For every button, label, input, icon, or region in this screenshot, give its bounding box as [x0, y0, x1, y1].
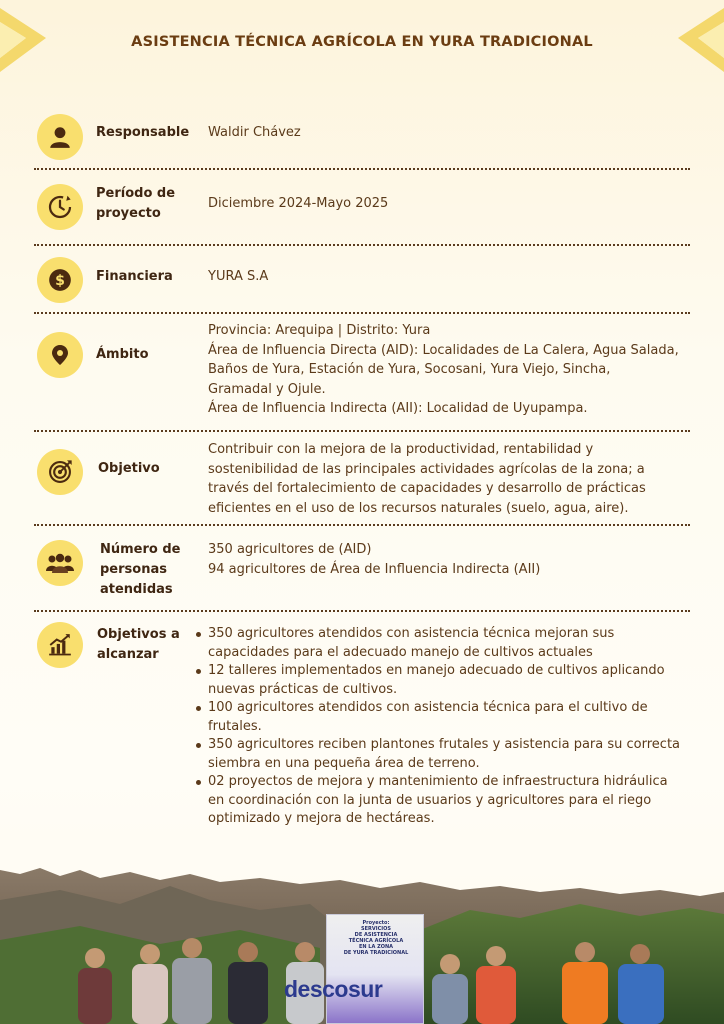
label-objetivo: Objetivo	[98, 461, 160, 476]
label-periodo	[96, 184, 186, 224]
value-personas	[208, 540, 692, 579]
row-objetivo	[34, 434, 690, 526]
objetivo-line: Contribuir con la mejora de la productividad, rentabilidad y	[208, 442, 594, 457]
bullet-line: frutales.	[208, 718, 262, 734]
list-item	[194, 736, 690, 773]
svg-text:$: $	[55, 272, 65, 289]
objetivo-line: eficientes en el uso de los recursos naturales (suelo, agua, aire).	[208, 500, 629, 516]
objetivo-line: sostenibilidad de las principales actividades agrícolas de la zona; a	[208, 461, 645, 477]
bullet-line: 12 talleres implementados en manejo adecuado de cultivos aplicando	[208, 663, 665, 678]
objetivos-list	[194, 625, 690, 829]
label-objetivos-line2: alcanzar	[97, 647, 159, 662]
list-item	[194, 773, 690, 829]
label-financiera: Financiera	[96, 269, 173, 284]
row-periodo	[34, 172, 690, 246]
value-objetivo	[208, 440, 692, 518]
banner-line: DE ASISTENCIA	[354, 932, 398, 938]
ambito-line: Provincia: Arequipa | Distrito: Yura	[208, 323, 431, 338]
objetivo-line: través del fortalecimiento de capacidades y desarrollo de prácticas	[208, 481, 646, 496]
target-icon	[37, 449, 83, 495]
dollar-coin-icon	[37, 257, 83, 303]
label-periodo-line1: Período de	[96, 186, 176, 201]
ambito-line: Baños de Yura, Estación de Yura, Socosani, Yura Viejo, Sincha,	[208, 362, 611, 377]
label-personas-line3: atendidas	[100, 582, 173, 597]
value-responsable: Waldir Chávez	[208, 125, 301, 140]
row-responsable	[34, 106, 690, 170]
label-personas	[100, 540, 190, 600]
banner-line: SERVICIOS	[361, 926, 391, 932]
label-ambito: Ámbito	[96, 347, 149, 362]
project-banner-text	[330, 920, 422, 956]
ambito-line: Gramadal y Ojule.	[208, 381, 326, 397]
banner-line: Proyecto:	[362, 920, 390, 926]
label-responsable: Responsable	[96, 125, 190, 140]
bullet-line: capacidades para el adecuado manejo de cultivos actuales	[208, 644, 593, 660]
label-personas-line1: Número de	[100, 542, 181, 557]
descosur-logo: descosur	[284, 976, 383, 1002]
ambito-line: Área de Influencia Directa (AID): Localidades de La Calera, Agua Salada,	[208, 342, 679, 358]
label-periodo-line2: proyecto	[96, 206, 161, 221]
row-financiera	[34, 248, 690, 314]
group-icon	[37, 540, 83, 586]
bullet-line: 350 agricultores atendidos con asistencia técnica mejoran sus	[208, 626, 615, 641]
value-financiera: YURA S.A	[208, 269, 269, 284]
value-periodo: Diciembre 2024-Mayo 2025	[208, 196, 389, 211]
list-item	[194, 625, 690, 662]
bullet-line: 100 agricultores atendidos con asistencia técnica para el cultivo de	[208, 700, 648, 715]
bullet-line: 350 agricultores reciben plantones frutales y asistencia para su correcta	[208, 737, 681, 752]
bullet-line: nuevas prácticas de cultivos.	[208, 681, 398, 697]
bullet-line: 02 proyectos de mejora y mantenimiento de infraestructura hidráulica	[208, 774, 668, 789]
row-ambito	[34, 316, 690, 432]
bullet-line: siembra en una pequeña área de terreno.	[208, 755, 480, 771]
personas-line: 350 agricultores de (AID)	[208, 542, 372, 557]
list-item	[194, 699, 690, 736]
bullet-line: optimizado y mejora de hectáreas.	[208, 811, 435, 826]
value-ambito	[208, 321, 692, 419]
label-objetivos-alcanzar	[97, 625, 187, 665]
user-icon	[37, 114, 83, 160]
row-objetivos-alcanzar	[34, 614, 690, 834]
bullet-line: en coordinación con la junta de usuarios y agricultores para el riego	[208, 792, 652, 808]
growth-chart-icon	[37, 622, 83, 668]
location-pin-icon	[37, 332, 83, 378]
banner-line: DE YURA TRADICIONAL	[343, 950, 409, 956]
banner-line: TÉCNICA AGRÍCOLA	[348, 938, 404, 944]
clock-cycle-icon	[37, 184, 83, 230]
list-item	[194, 662, 690, 699]
row-personas	[34, 528, 690, 612]
page-title: ASISTENCIA TÉCNICA AGRÍCOLA EN YURA TRADICIONAL	[131, 34, 593, 50]
banner-line: EN LA ZONA	[358, 944, 394, 950]
label-objetivos-line1: Objetivos a	[97, 627, 180, 642]
personas-line: 94 agricultores de Área de Influencia Indirecta (AII)	[208, 561, 541, 577]
label-personas-line2: personas	[100, 562, 167, 577]
ambito-line: Área de Influencia Indirecta (AII): Localidad de Uyupampa.	[208, 401, 588, 416]
